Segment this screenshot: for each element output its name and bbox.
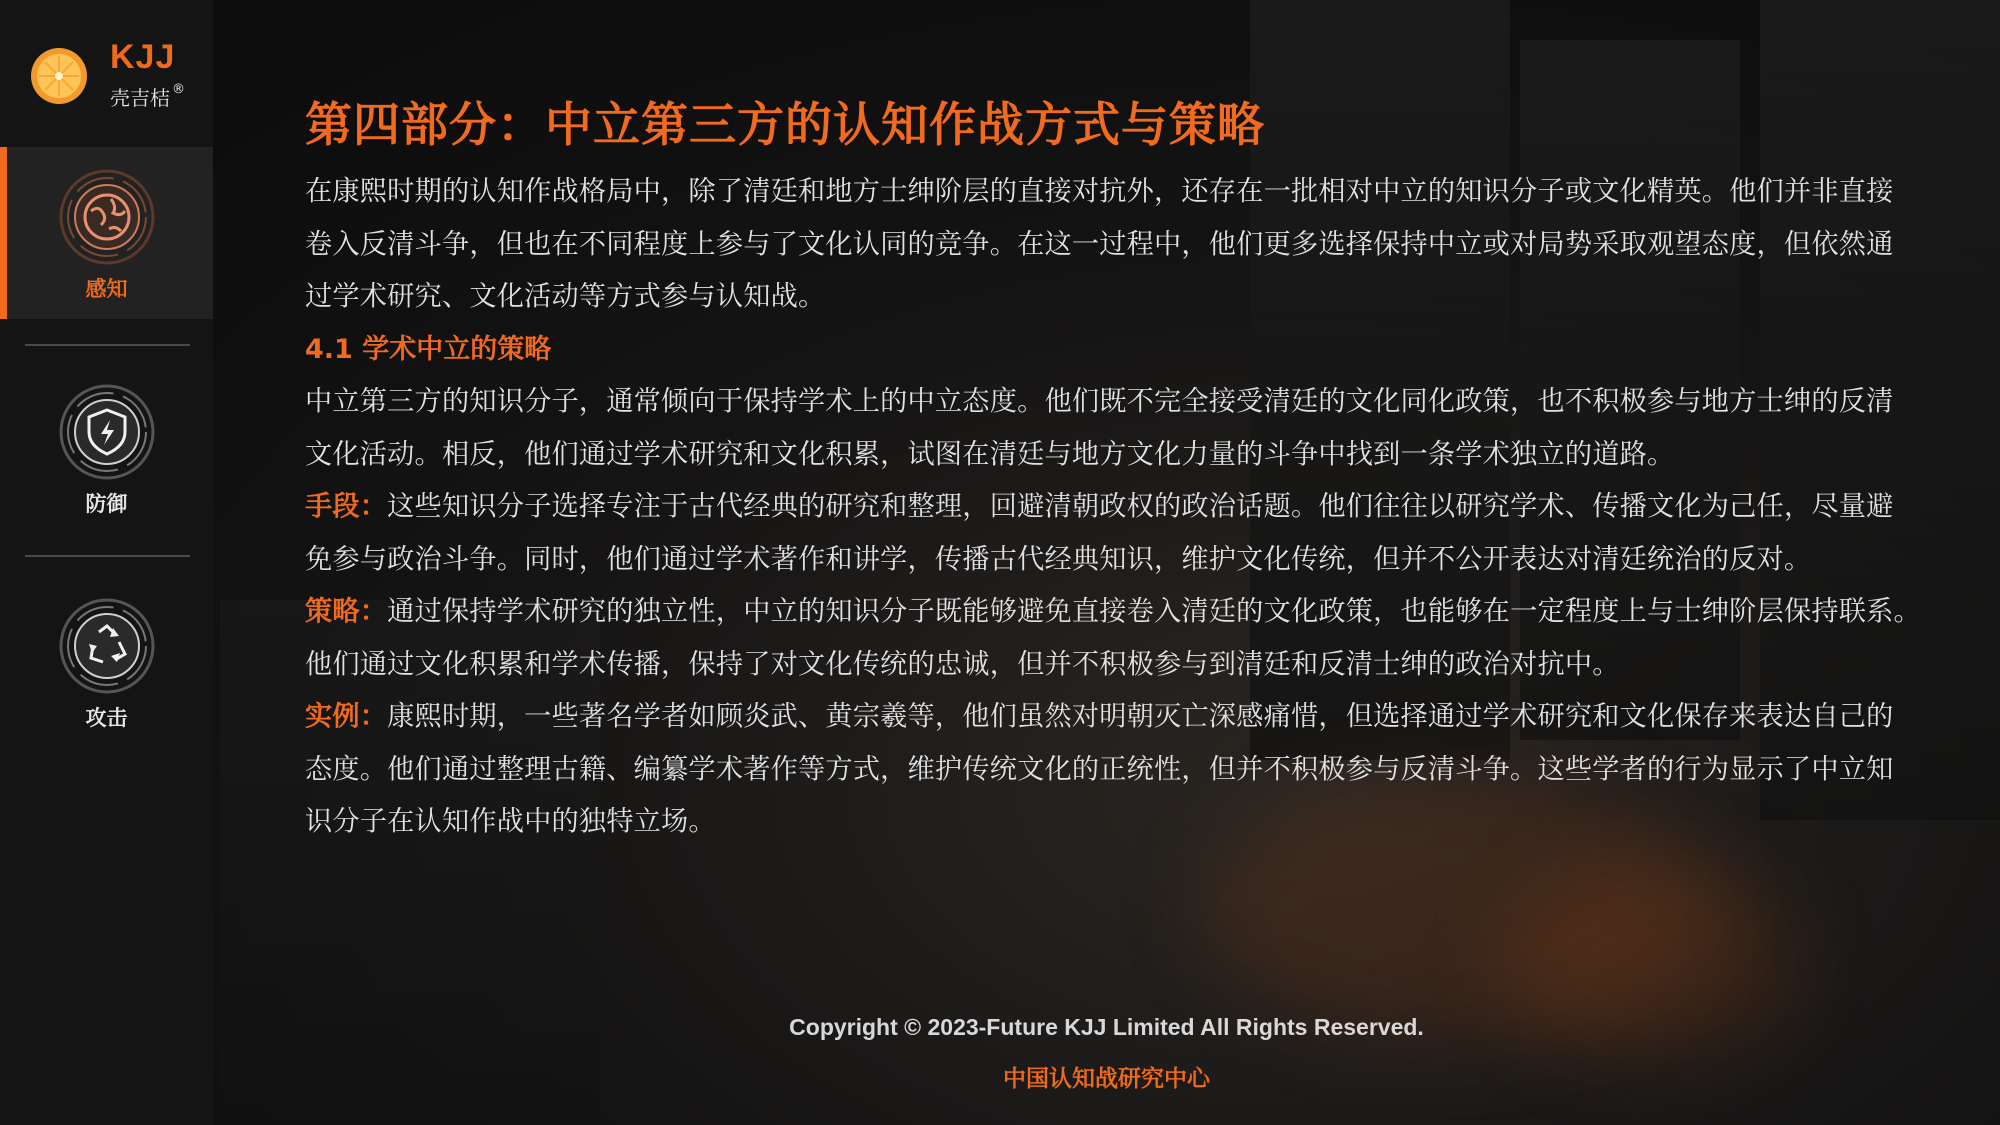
example-paragraph: [305, 691, 1965, 849]
text-line: 文化活动。相反，他们通过学术研究和文化积累，试图在清廷与地方文化力量的斗争中找到一条学术独立的道路。: [305, 438, 1675, 470]
text-line: 免参与政治斗争。同时，他们通过学术著作和讲学，传播古代经典知识，维护文化传统，但并不公开表达对清廷统治的反对。: [305, 543, 1812, 575]
sidebar: [0, 0, 213, 1125]
sidebar-item-label: 防御: [85, 492, 128, 516]
registered-mark: ®: [172, 82, 185, 97]
shield-bolt-icon: [57, 382, 157, 482]
brand-name: KJJ: [110, 38, 176, 76]
strategy-label: 策略：: [305, 596, 388, 627]
example-label: 实例：: [305, 701, 388, 732]
page-title: 第四部分：中立第三方的认知作战方式与策略: [305, 98, 1265, 153]
main-content: [305, 96, 1965, 849]
sidebar-divider: [25, 555, 190, 557]
sidebar-item-attack[interactable]: [0, 576, 213, 748]
orange-logo-icon: [28, 44, 90, 106]
text-line: 态度。他们通过整理古籍、编纂学术著作等方式，维护传统文化的正统性，但并不积极参与反清斗争。这些学者的行为显示了中立知: [305, 753, 1894, 785]
text-line: [305, 691, 1965, 744]
means-paragraph: [305, 481, 1965, 586]
text-line: [305, 586, 1965, 639]
text-line: 中立第三方的知识分子，通常倾向于保持学术上的中立态度。他们既不完全接受清廷的文化同化政策，也不积极参与地方士绅的反清: [305, 386, 1894, 417]
text-line: [305, 481, 1965, 534]
text-line: 在康熙时期的认知作战格局中，除了清廷和地方士绅阶层的直接对抗外，还存在一批相对中立的知识分子或文化精英。他们并非直接: [305, 176, 1894, 207]
text-line: 他们通过文化积累和学术传播，保持了对文化传统的忠诚，但并不积极参与到清廷和反清士绅的政治对抗中。: [305, 648, 1620, 680]
example-text: 康熙时期，一些著名学者如顾炎武、黄宗羲等，他们虽然对明朝灭亡深感痛惜，但选择通过学术研究和文化保存来表达自己的: [387, 701, 1894, 732]
sidebar-item-label: 感知: [85, 277, 128, 301]
section-heading: 4.1 学术中立的策略: [305, 333, 552, 365]
intro-paragraph: [305, 166, 1965, 324]
text-line: 过学术研究、文化活动等方式参与认知战。: [305, 281, 826, 312]
strategy-text: 通过保持学术研究的独立性，中立的知识分子既能够避免直接卷入清廷的文化政策，也能够在一定程度上与士绅阶层保持联系。: [387, 596, 1921, 627]
sidebar-item-label: 攻击: [85, 706, 128, 730]
text-line: 识分子在认知作战中的独特立场。: [305, 806, 716, 837]
means-text: 这些知识分子选择专注于古代经典的研究和整理，回避清朝政权的政治话题。他们往往以研究学术、传播文化为己任，尽量避: [387, 491, 1894, 522]
strategy-paragraph: [305, 586, 1965, 691]
sidebar-divider: [25, 344, 190, 346]
recycle-arrows-icon: [57, 596, 157, 696]
sidebar-item-defense[interactable]: [0, 362, 213, 534]
means-label: 手段：: [305, 491, 388, 522]
globe-icon: [57, 167, 157, 267]
section-paragraph: [305, 376, 1965, 481]
brand-name-cn: 壳吉桔 ®: [110, 82, 185, 110]
copyright-notice: Copyright © 2023-Future KJJ Limited All Rights Reserved.: [789, 1014, 1424, 1040]
text-line: 卷入反清斗争，但也在不同程度上参与了文化认同的竞争。在这一过程中，他们更多选择保持中立或对局势采取观望态度，但依然通: [305, 228, 1894, 260]
organization-name: 中国认知战研究中心: [1003, 1066, 1210, 1092]
sidebar-item-perception[interactable]: [0, 147, 213, 319]
brand-logo[interactable]: [28, 40, 208, 110]
